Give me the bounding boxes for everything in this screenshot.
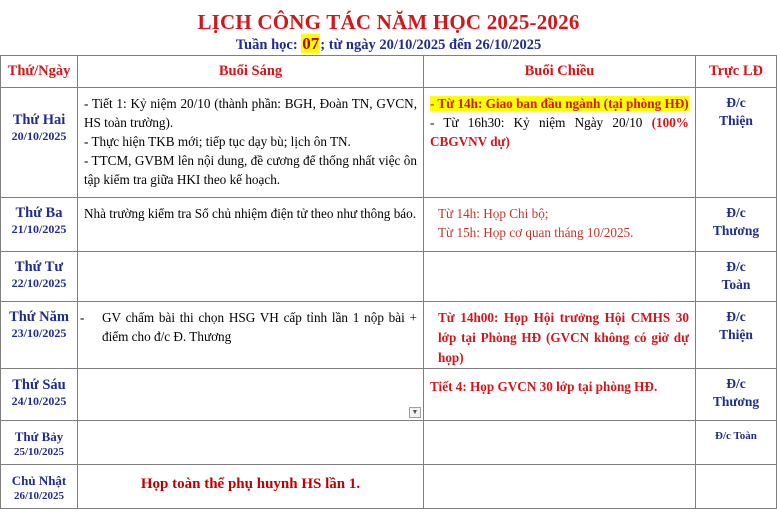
duty-name: Thiện xyxy=(719,327,753,342)
duty-cell xyxy=(696,369,777,421)
table-row xyxy=(1,302,777,369)
duty-name: Thương xyxy=(712,223,760,238)
morning-line: - Tiết 1: Kỷ niệm 20/10 (thành phần: BGH, Đoàn TN, GVCN, HS toàn trường). xyxy=(84,96,417,130)
week-subtitle xyxy=(0,35,777,54)
col-header-day: Thứ/Ngày xyxy=(1,56,78,88)
week-label: Tuần học: xyxy=(235,37,302,53)
duty-name: Thương xyxy=(712,394,760,409)
day-name: Chủ Nhật xyxy=(11,473,67,488)
duty-name: Đ/c Toàn xyxy=(715,430,757,442)
header-row xyxy=(1,56,777,88)
day-date: 23/10/2025 xyxy=(11,326,67,340)
table-row xyxy=(1,421,777,465)
day-date: 26/10/2025 xyxy=(13,490,65,502)
schedule-table xyxy=(0,55,777,509)
day-date: 24/10/2025 xyxy=(11,394,67,408)
day-date: 25/10/2025 xyxy=(13,446,65,458)
table-row xyxy=(1,198,777,252)
day-name: Thứ Hai xyxy=(12,112,66,128)
afternoon-cell[interactable] xyxy=(424,421,696,465)
col-header-duty: Trực LĐ xyxy=(696,56,777,88)
table-row xyxy=(1,252,777,302)
day-cell xyxy=(1,465,78,509)
morning-cell[interactable] xyxy=(78,88,424,198)
bullet: - xyxy=(80,310,85,325)
duty-cell xyxy=(696,421,777,465)
afternoon-line: Tiết 4: Họp GVCN 30 lớp tại phòng HĐ. xyxy=(430,379,658,394)
week-number: 07 xyxy=(302,34,320,53)
afternoon-cell[interactable] xyxy=(424,88,696,198)
duty-cell xyxy=(696,198,777,252)
day-cell xyxy=(1,88,78,198)
morning-line: - Thực hiện TKB mới; tiếp tục dạy bù; lịch ôn TN. xyxy=(84,134,351,149)
afternoon-text: - Từ 16h30: Kỷ niệm Ngày 20/10 xyxy=(430,115,652,130)
afternoon-cell[interactable] xyxy=(424,369,696,421)
duty-cell xyxy=(696,252,777,302)
day-date: 20/10/2025 xyxy=(11,129,67,143)
afternoon-emphasis: (100% CBGVNV dự) xyxy=(430,115,689,149)
col-header-morning: Buổi Sáng xyxy=(78,56,424,88)
morning-line: GV chấm bài thi chọn HSG VH cấp tỉnh lần 1 nộp bài + điểm cho đ/c Đ. Thương xyxy=(102,310,417,344)
duty-prefix: Đ/c xyxy=(726,205,746,220)
afternoon-cell[interactable] xyxy=(424,198,696,252)
duty-prefix: Đ/c xyxy=(726,309,746,324)
duty-name: Thiện xyxy=(719,113,753,128)
duty-cell xyxy=(696,302,777,369)
morning-cell[interactable] xyxy=(78,198,424,252)
day-name: Thứ Ba xyxy=(15,205,63,221)
morning-line: Họp toàn thể phụ huynh HS lần 1. xyxy=(140,476,361,492)
day-date: 21/10/2025 xyxy=(11,222,67,236)
day-cell xyxy=(1,252,78,302)
afternoon-line xyxy=(430,113,689,151)
table-row xyxy=(1,465,777,509)
morning-cell[interactable] xyxy=(78,421,424,465)
table-row xyxy=(1,369,777,421)
day-cell xyxy=(1,421,78,465)
afternoon-line: Từ 14h: Họp Chi bộ; xyxy=(438,206,549,221)
week-range: ; từ ngày 20/10/2025 đến 26/10/2025 xyxy=(320,37,542,53)
day-name: Thứ Tư xyxy=(14,259,64,275)
day-name: Thứ Sáu xyxy=(12,377,66,393)
day-date: 22/10/2025 xyxy=(11,276,67,290)
duty-prefix: Đ/c xyxy=(726,95,746,110)
duty-prefix: Đ/c xyxy=(726,376,746,391)
morning-bullet-item xyxy=(78,308,417,346)
morning-line: Nhà trường kiểm tra Sổ chủ nhiệm điện tử theo như thông báo. xyxy=(84,206,417,221)
table-row xyxy=(1,88,777,198)
morning-line: - TTCM, GVBM lên nội dung, đề cương để thống nhất việc ôn tập kiểm tra giữa HKI theo kế hoạch. xyxy=(84,153,417,187)
afternoon-cell[interactable] xyxy=(424,465,696,509)
afternoon-cell[interactable] xyxy=(424,252,696,302)
day-cell xyxy=(1,302,78,369)
duty-cell xyxy=(696,465,777,509)
day-name: Thứ Bảy xyxy=(14,429,64,444)
afternoon-highlight: - Từ 14h: Giao ban đầu ngành (tại phòng HĐ) xyxy=(430,96,689,111)
day-cell xyxy=(1,198,78,252)
page-title: LỊCH CÔNG TÁC NĂM HỌC 2025-2026 xyxy=(197,10,580,34)
morning-cell[interactable] xyxy=(78,465,424,509)
morning-cell[interactable] xyxy=(78,369,424,421)
day-cell xyxy=(1,369,78,421)
afternoon-cell[interactable] xyxy=(424,302,696,369)
duty-cell xyxy=(696,88,777,198)
morning-cell[interactable] xyxy=(78,252,424,302)
afternoon-line: Từ 15h: Họp cơ quan tháng 10/2025. xyxy=(438,225,634,240)
duty-prefix: Đ/c xyxy=(726,259,746,274)
duty-name: Toàn xyxy=(721,277,751,292)
col-header-afternoon: Buổi Chiều xyxy=(424,56,696,88)
morning-cell[interactable] xyxy=(78,302,424,369)
afternoon-line: Từ 14h00: Họp Hội trưởng Hội CMHS 30 lớp tại Phòng HĐ (GVCN không có giờ dự họp) xyxy=(438,310,689,365)
dropdown-arrow-icon[interactable]: ▼ xyxy=(409,407,421,418)
day-name: Thứ Năm xyxy=(9,309,69,325)
